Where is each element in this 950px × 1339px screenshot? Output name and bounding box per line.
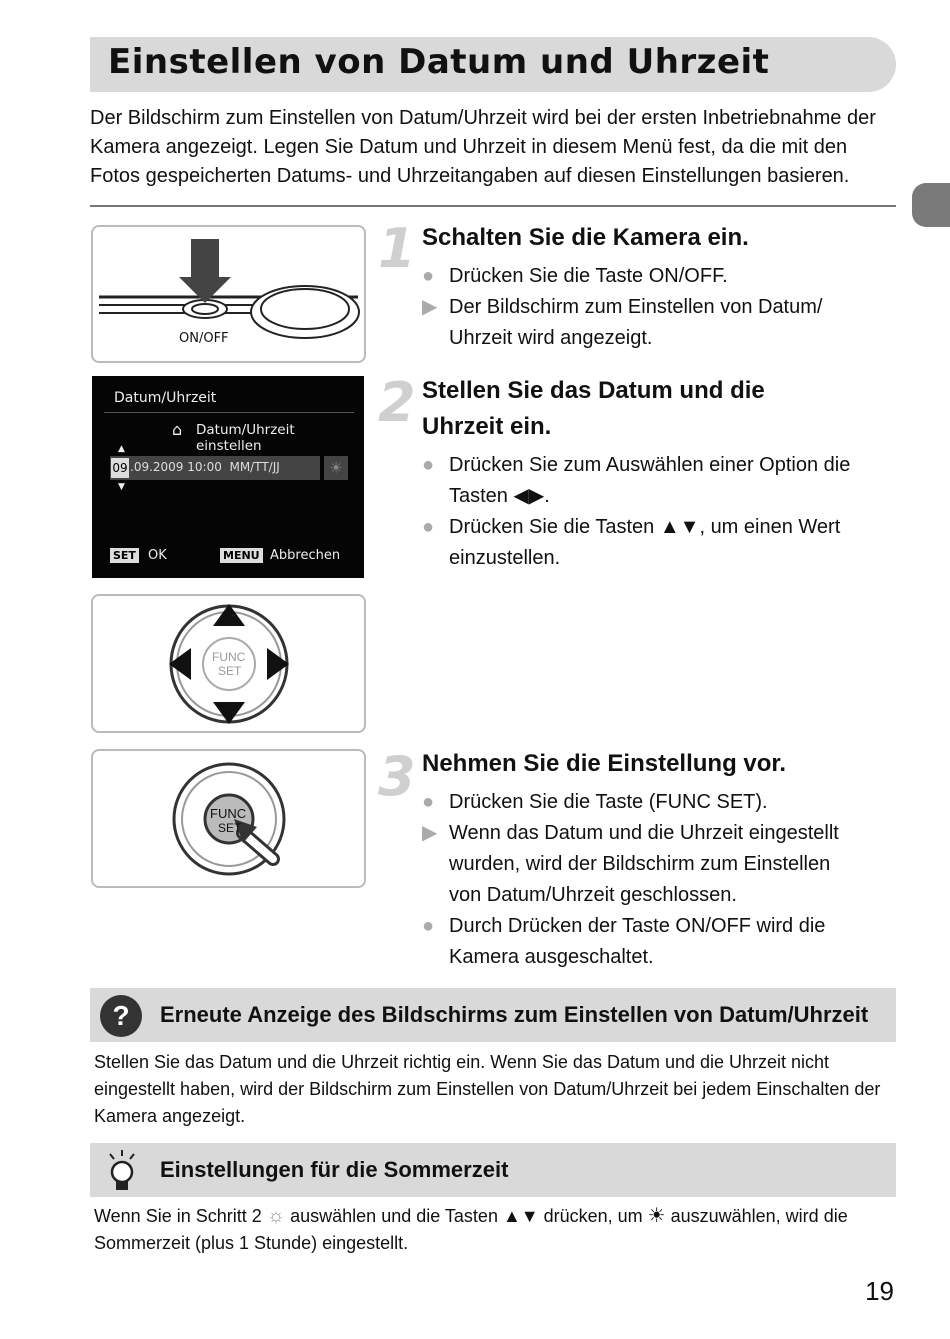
home-icon: ⌂ xyxy=(172,420,183,439)
step-bullets xyxy=(422,261,862,354)
screen-title: Datum/Uhrzeit xyxy=(114,390,217,406)
bullet-marker: ● xyxy=(422,791,435,813)
datetime-screen: Datum/Uhrzeit ⌂ Datum/Uhrzeit einstellen ▲ 09 .09.2009 10:00 MM/TT/JJ ☀ ▼ SET OK MENU Abbrechen xyxy=(92,376,364,578)
page-title: Einstellen von Datum und Uhrzeit xyxy=(108,42,770,82)
ok-label: OK xyxy=(148,548,167,563)
camera-onoff-illustration xyxy=(91,225,366,363)
bullet-marker: ● xyxy=(422,265,435,287)
list-item: ▶ Der Bildschirm zum Einstellen von Datum/ Uhrzeit wird angezeigt. xyxy=(422,292,862,354)
set-key: SET xyxy=(110,548,139,563)
result-marker: ▶ xyxy=(422,822,438,844)
page-number: 19 xyxy=(865,1276,894,1306)
list-item: ● Durch Drücken der Taste ON/OFF wird die Kamera ausgeschaltet. xyxy=(422,911,862,973)
sun-filled-icon: ☀ xyxy=(647,1205,666,1227)
tip1-heading: Erneute Anzeige des Bildschirms zum Einstellen von Datum/Uhrzeit xyxy=(160,1002,869,1027)
func-label: FUNC xyxy=(210,806,247,821)
step-heading: Nehmen Sie die Einstellung vor. xyxy=(422,750,787,777)
step-number: 1 xyxy=(378,217,416,280)
tip1-text: Stellen Sie das Datum und die Uhrzeit richtig ein. Wenn Sie das Datum und die Uhrzeit nicht eingestellt haben, wird der Bildschirm zum Einstellen von Datum/Uhrzeit bei jedem Einschalten der Kamera angezeigt. xyxy=(94,1052,881,1126)
bullet-marker: ● xyxy=(422,516,435,538)
list-item: ▶ Wenn das Datum und die Uhrzeit eingestellt wurden, wird der Bildschirm zum Einstellen von Datum/Uhrzeit geschlossen. xyxy=(422,818,862,911)
step-number: 2 xyxy=(378,371,416,434)
question-icon: ? xyxy=(100,995,142,1037)
tip2-text: Wenn Sie in Schritt 2 ☼ auswählen und die Tasten ▲▼ drücken, um ☀ auszuwählen, wird die Sommerzeit (plus 1 Stunde) eingestellt. xyxy=(94,1205,848,1253)
menu-key: MENU xyxy=(220,548,263,563)
func-label: FUNC xyxy=(212,650,246,664)
bullet-marker: ● xyxy=(422,915,435,937)
bullet-marker: ● xyxy=(422,454,435,476)
date-value: .09.2009 10:00 MM/TT/JJ xyxy=(130,460,280,474)
cancel-label: Abbrechen xyxy=(270,548,341,563)
step-heading: Schalten Sie die Kamera ein. xyxy=(422,224,749,251)
step-heading: Stellen Sie das Datum und die Uhrzeit ein. xyxy=(422,377,765,440)
step-number: 3 xyxy=(378,745,416,808)
sun-outline-icon: ☼ xyxy=(266,1205,286,1227)
set-label: SET xyxy=(218,664,242,678)
list-item: ● Drücken Sie die Taste ON/OFF. xyxy=(422,261,862,292)
list-item: ● Drücken Sie die Taste (FUNC SET). xyxy=(422,787,862,818)
func-set-illustration xyxy=(91,749,366,888)
onoff-label: ON/OFF xyxy=(179,331,229,346)
intro-paragraph: Der Bildschirm zum Einstellen von Datum/Uhrzeit wird bei der ersten Inbetriebnahme der Kamera angezeigt. Legen Sie Datum und Uhrzeit in diesem Menü fest, da die mit den Fotos gespeicherten Datums- und Uhrzeitangaben auf diesen Einstellungen basieren. xyxy=(90,107,876,187)
tip2-heading: Einstellungen für die Sommerzeit xyxy=(160,1157,509,1182)
set-label: SET xyxy=(218,821,242,835)
step-bullets xyxy=(422,450,862,574)
control-dial-illustration xyxy=(91,594,366,733)
divider xyxy=(90,205,896,207)
screen-subtitle: Datum/Uhrzeit einstellen xyxy=(196,422,295,454)
side-tab xyxy=(912,183,950,227)
list-item: ● Drücken Sie zum Auswählen einer Option die Tasten ◀▶. xyxy=(422,450,862,512)
list-item: ● Drücken Sie die Tasten ▲▼, um einen Wert einzustellen. xyxy=(422,512,862,574)
sun-icon: ☀ xyxy=(324,456,348,480)
step-bullets xyxy=(422,787,862,973)
lightbulb-icon xyxy=(104,1148,140,1197)
day-field: 09 xyxy=(111,458,129,478)
result-marker: ▶ xyxy=(422,296,438,318)
